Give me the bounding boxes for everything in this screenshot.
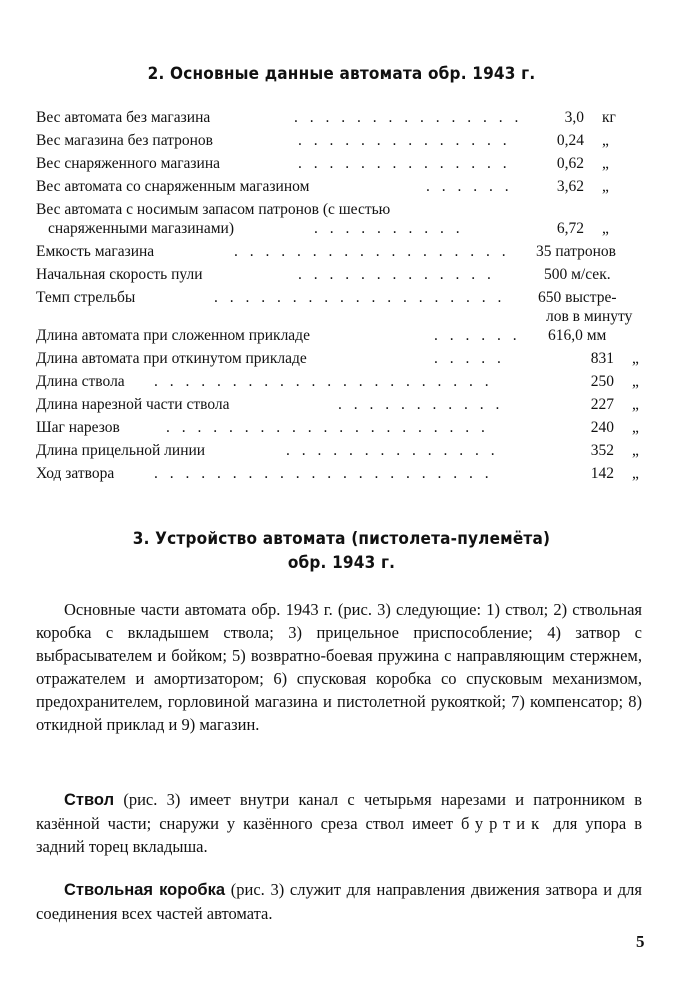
term-receiver: Ствольная коробка <box>64 881 226 899</box>
spec-value: 250 <box>590 373 614 390</box>
spec-label: Емкость магазина <box>36 243 155 260</box>
spec-label: Вес автомата со снаряженным магазином <box>36 178 310 195</box>
spec-value: 0,62 <box>556 155 584 172</box>
spec-label: Длина автомата при сложенном прикладе <box>36 327 310 344</box>
term-collar: буртик <box>461 814 546 833</box>
spec-unit: „ <box>632 373 639 390</box>
spec-label-cont: снаряженными магазинами) <box>48 220 234 237</box>
spec-label: Длина прицельной линии <box>36 442 206 459</box>
spec-value: 6,72 <box>556 220 584 237</box>
spec-value: 650 выстре- <box>538 289 617 306</box>
spec-label: Длина автомата при откинутом прикладе <box>36 350 307 367</box>
spec-unit: „ <box>632 350 639 367</box>
spec-value: 35 патронов <box>536 243 616 260</box>
spec-value: 240 <box>590 419 614 436</box>
spec-unit: „ <box>632 442 639 459</box>
spec-unit: „ <box>632 419 639 436</box>
spec-value: 142 <box>590 465 614 482</box>
spec-label: Ход затвора <box>36 465 115 482</box>
spec-value: 227 <box>590 396 614 413</box>
spec-label: Шаг нарезов <box>36 419 120 436</box>
spec-label: Начальная скорость пули <box>36 266 203 283</box>
spec-unit: „ <box>602 155 609 172</box>
document-page: 2. Основные данные автомата обр. 1943 г. Вес автомата без магазина . . . . . . . . . . . . . . . 3,0 кг Вес магазина без патронов . . . . . . . . . . . . . . 0,24 „ Вес снаряженного магазина . . . . . . . . . . . . . . 0,62 „ Вес автомата со снаряженным магазином . . . . . . 3,62 „ Вес автомата с носимым запасом патронов (с шестью снаряженными магазинами) . . . . . . . . . . 6,72 „ Емкость магазина . . . . . . . . . . . . . . . . . . 35 патронов Начальная скорость пули . . . . . . . . . . . . . 500 м/сек. Темп стрельбы . . . . . . . . . . . . . . . . . . . 650 выстре- лов в минуту Длина автомата при сложенном прикладе . . . . . . 616,0 мм Длина автомата при откинутом прикладе . . . . . 831 „ Длина ствола . . . . . . . . . . . . . . . . . . . . . . 250 „ Длина нарезной части ствола . . . . . . . . . . . 227 „ Шаг нарезов . . . . . . . . . . . . . . . . . . . . . 240 „ Длина прицельной линии . . . . . . . . . . . . . . 352 „ Ход затвора . . . . . . . . . . . . . . . . . . . . . . 142 „ 3. Устройство автомата (пистолета-пулемёта) обр. 1943 г. Основные части автомата обр. 1943 г. (рис. 3) следующие: 1) ствол; 2) ствольная коробка с вкладышем ствола; 3) прицельное приспособление; 4) затвор с выбрасывателем и бойком; 5) возвратно-боевая пружина с направляющим стержнем, отражателем и амортизатором; 6) спусковая коробка со спусковым механизмом, предохранителем, горловиной магазина и пистолетной рукояткой; 7) компенсатор; 8) откидной приклад и 9) магазин. Ствол (рис. 3) имеет внутри канал с четырьмя нарезами и патронником в казённой части; снаружи у казённого среза ствол имеет буртик для упора в задний торец вкладыша. Ствольная коробка (рис. 3) служит для направления движения затвора и для соединения всех частей автомата. 5 <box>0 0 683 1000</box>
section-3-subtitle: обр. 1943 г. <box>287 553 396 573</box>
spec-value: 0,24 <box>556 132 584 149</box>
spec-unit: „ <box>632 396 639 413</box>
spec-value: 500 м/сек. <box>544 266 611 283</box>
term-barrel: Ствол <box>64 791 115 809</box>
paragraph-main-parts: Основные части автомата обр. 1943 г. (рис. 3) следующие: 1) ствол; 2) ствольная коробка с вкладышем ствола; 3) прицельное приспособление; 4) затвор с выбрасывателем и бойком; 5) возвратно-боевая пружина с направляющим стержнем, отражателем и амортизатором; 6) спусковая коробка со спусковым механизмом, предохранителем, горловиной магазина и пистолетной рукояткой; 7) компенсатор; 8) откидной приклад и 9) магазин. <box>36 600 642 734</box>
spec-label: Вес автомата с носимым запасом патронов (с шестью <box>36 201 391 218</box>
spec-unit: „ <box>602 178 609 195</box>
spec-label: Длина ствола <box>36 373 125 390</box>
spec-label: Темп стрельбы <box>36 289 136 306</box>
spec-unit: „ <box>602 132 609 149</box>
spec-value: 352 <box>590 442 614 459</box>
section-3-title: 3. Устройство автомата (пистолета-пулемёта) <box>132 529 551 549</box>
spec-value: 831 <box>590 350 614 367</box>
paragraph-receiver: Ствольная коробка (рис. 3) служит для направления движения затвора и для соединения всех частей автомата. <box>36 880 642 923</box>
spec-label: Вес магазина без патронов <box>36 132 213 149</box>
spec-label: Вес снаряженного магазина <box>36 155 221 172</box>
spec-value: 3,62 <box>556 178 584 195</box>
spec-value: 616,0 мм <box>548 327 607 344</box>
spec-value: 3,0 <box>564 109 584 126</box>
spec-label: Вес автомата без магазина <box>36 109 211 126</box>
spec-row: Темп стрельбы . . . . . . . . . . . . . . . . . . . 650 выстре- лов в минуту <box>36 289 633 325</box>
page-number: 5 <box>636 932 645 951</box>
paragraph-barrel: Ствол (рис. 3) имеет внутри канал с четырьмя нарезами и патронником в казённой части; снаружи у казённого среза ствол имеет буртик для упора в задний торец вкладыша. <box>36 790 642 856</box>
spec-unit: кг <box>602 109 616 126</box>
spec-row: Вес автомата с носимым запасом патронов (с шестью снаряженными магазинами) . . . . . . . . . . 6,72 „ <box>36 201 609 237</box>
spec-label: Длина нарезной части ствола <box>36 396 230 413</box>
spec-unit: „ <box>602 220 609 237</box>
section-2-title: 2. Основные данные автомата обр. 1943 г. <box>147 64 536 84</box>
spec-value-cont: лов в минуту <box>546 308 633 325</box>
spec-unit: „ <box>632 465 639 482</box>
